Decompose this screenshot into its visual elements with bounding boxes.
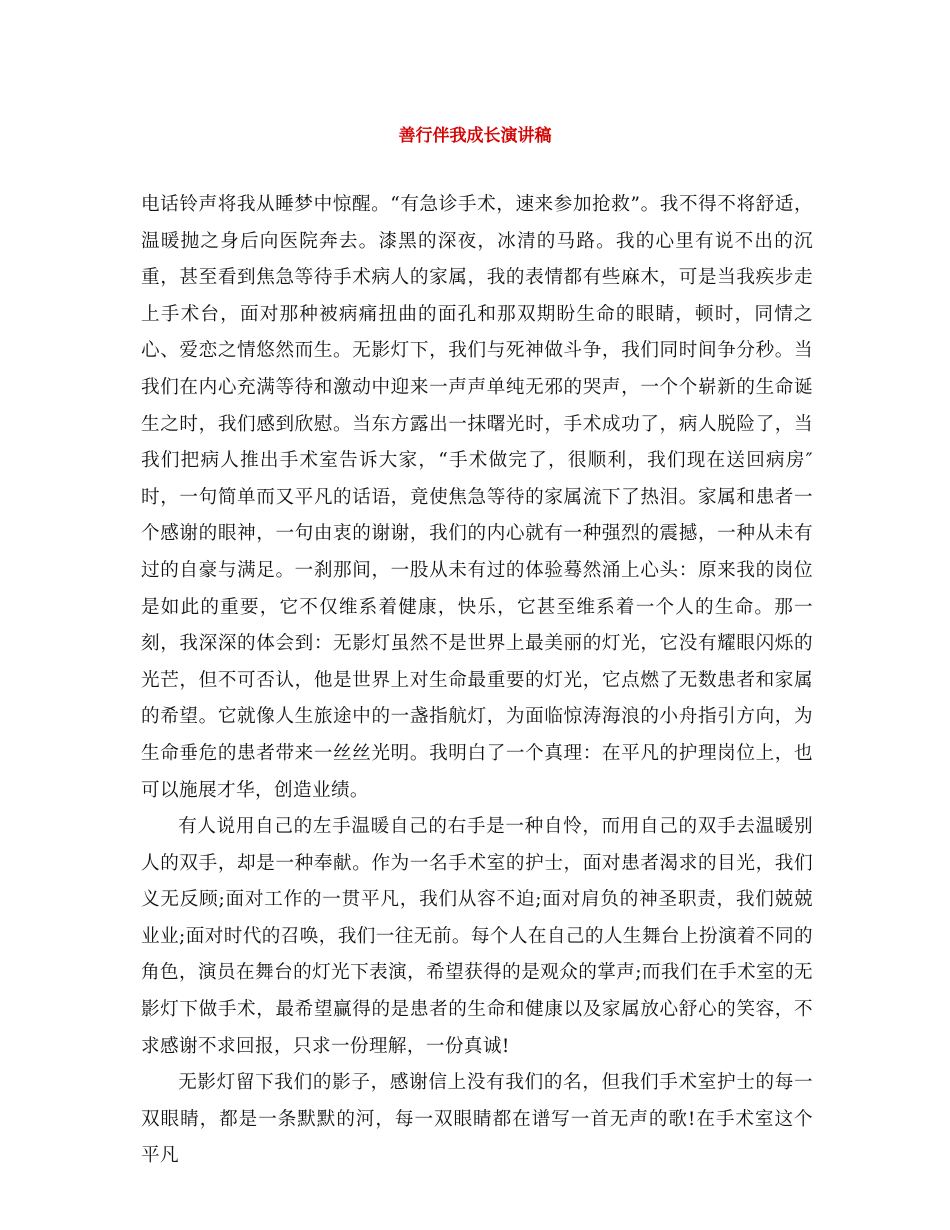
document-body <box>141 187 813 1175</box>
paragraph-2: 有人说用自己的左手温暖自己的右手是一种自怜，而用自己的双手去温暖别人的双手，却是一种奉献。作为一名手术室的护士，面对患者渴求的目光，我们义无反顾;面对工作的一贯平凡，我们从容不迫;面对肩负的神圣职责，我们兢兢业业;面对时代的召唤，我们一往无前。每个人在自己的人生舞台上扮演着不同的角色，演员在舞台的灯光下表演，希望获得的是观众的掌声;而我们在手术室的无影灯下做手术，最希望赢得的是患者的生命和健康以及家属放心舒心的笑容，不求感谢不求回报，只求一份理解，一份真诚! <box>141 816 813 1057</box>
paragraph-3: 无影灯留下我们的影子，感谢信上没有我们的名，但我们手术室护士的每一双眼睛，都是一条默默的河，每一双眼睛都在谱写一首无声的歌!在手术室这个平凡 <box>141 1072 813 1167</box>
paragraph-1: 电话铃声将我从睡梦中惊醒。“有急诊手术，速来参加抢救”。我不得不将舒适，温暖抛之身后向医院奔去。漆黑的深夜，冰清的马路。我的心里有说不出的沉重，甚至看到焦急等待手术病人的家属，我的表情都有些麻木，可是当我疾步走上手术台，面对那种被病痛扭曲的面孔和那双期盼生命的眼睛，顿时，同情之心、爱恋之情悠然而生。无影灯下，我们与死神做斗争，我们同时间争分秒。当我们在内心充满等待和激动中迎来一声声单纯无邪的哭声，一个个崭新的生命诞生之时，我们感到欣慰。当东方露出一抹曙光时，手术成功了，病人脱险了，当我们把病人推出手术室告诉大家，“手术做完了，很顺利，我们现在送回病房″时，一句简单而又平凡的话语，竟使焦急等待的家属流下了热泪。家属和患者一个感谢的眼神，一句由衷的谢谢，我们的内心就有一种强烈的震撼，一种从未有过的自豪与满足。一刹那间，一股从未有过的体验蓦然涌上心头：原来我的岗位是如此的重要，它不仅维系着健康，快乐，它甚至维系着一个人的生命。那一刻，我深深的体会到：无影灯虽然不是世界上最美丽的灯光，它没有耀眼闪烁的光芒，但不可否认，他是世界上对生命最重要的灯光，它点燃了无数患者和家属的希望。它就像人生旅途中的一盏指航灯，为面临惊涛海浪的小舟指引方向，为生命垂危的患者带来一丝丝光明。我明白了一个真理：在平凡的护理岗位上，也可以施展才华，创造业绩。 <box>141 194 813 801</box>
document-title: 善行伴我成长演讲稿 <box>398 126 552 146</box>
